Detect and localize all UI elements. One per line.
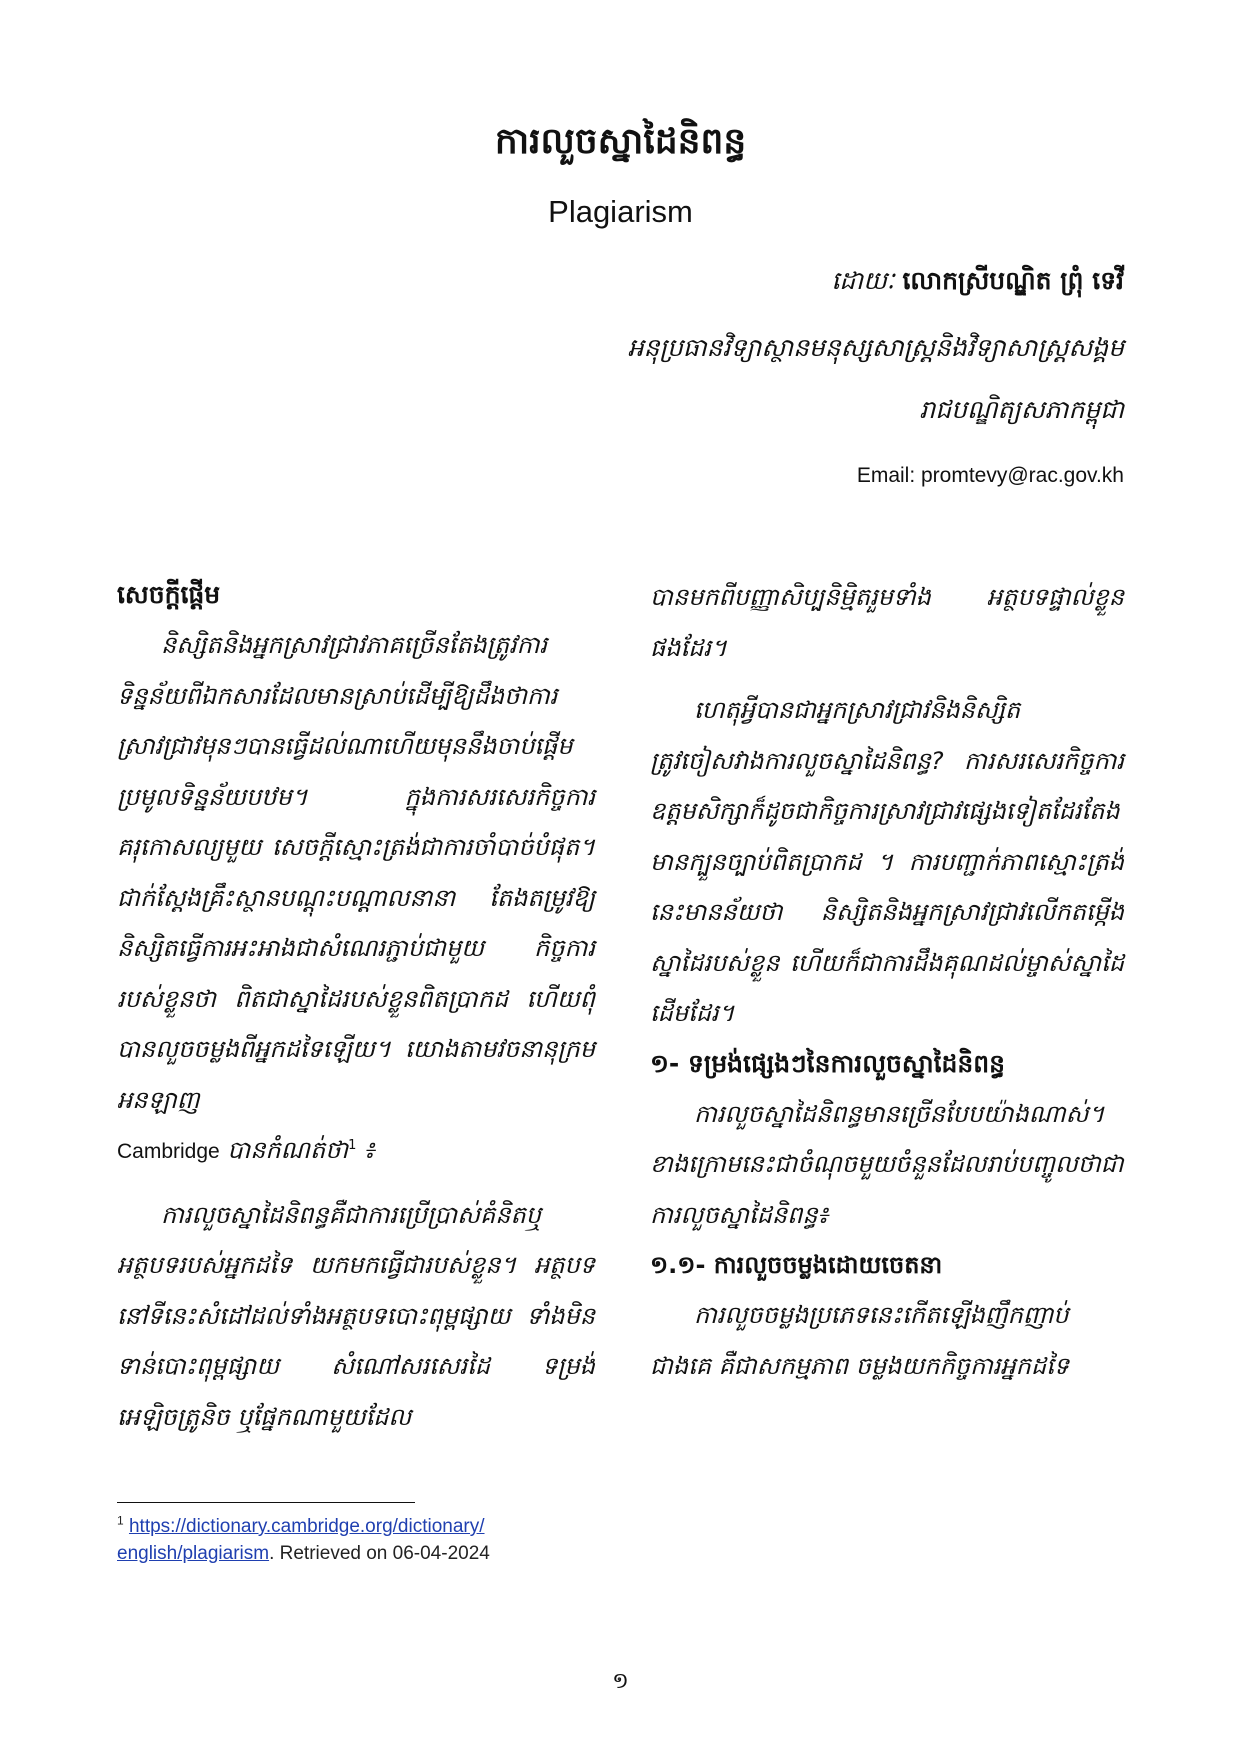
author-name: លោកស្រីបណ្ឌិត ព្រុំ ទេវី: [902, 266, 1124, 295]
footnote-divider: [117, 1502, 415, 1503]
author-label: ដោយៈ: [831, 266, 895, 295]
forms-paragraph: ការលួចស្នាដៃនិពន្ធមានច្រើនបែបយ៉ាងណាស់។ ខាងក្រោមនេះជាចំណុចមួយចំនួនដែលរាប់បញ្ចូលថាជាការលួចស្នាដៃនិពន្ធ៖: [650, 1099, 1124, 1229]
why-paragraph: ហេតុអ្វីបានជាអ្នកស្រាវជ្រាវនិងនិស្សិតត្រូវចៀសវាងការលួចស្នាដៃនិពន្ធ? ការសរសេរកិច្ចការឧត្ដមសិក្សាក៏ដូចជាកិច្ចការស្រាវជ្រាវផ្សេងទៀតដែរតែងមានក្បួនច្បាប់ពិតប្រាកដ ។ ការបញ្ជាក់ភាពស្មោះត្រង់នេះមានន័យថា និស្សិតនិងអ្នកស្រាវជ្រាវលើកតម្កើងស្នាដៃរបស់ខ្លួន ហើយក៏ជាការដឹងគុណដល់ម្ចាស់ស្នាដៃដើមដែរ។: [650, 696, 1124, 1027]
title-english: Plagiarism: [548, 194, 693, 229]
section-heading-1: ១- ទម្រង់ផ្សេងៗនៃការលួចស្នាដៃនិពន្ធ: [650, 1048, 1006, 1078]
page-number: ១: [612, 1669, 629, 1694]
footnote-number: 1: [117, 1513, 124, 1528]
intentional-paragraph: ការលួចចម្លងប្រភេទនេះកើតឡើងញឹកញាប់ជាងគេ គឺជាសកម្មភាព ចម្លងយកកិច្ចការអ្នកដទៃ: [650, 1301, 1069, 1380]
footnote-retrieved: . Retrieved on 06-04-2024: [269, 1543, 490, 1564]
author-line: [831, 263, 1124, 299]
intro-defined-as: បានកំណត់ថា: [219, 1136, 349, 1164]
section-heading-introduction: សេចក្ដីផ្ដើម: [117, 580, 221, 609]
intro-paragraph: [117, 620, 595, 1178]
definition-paragraph: ការលួចស្នាដៃនិពន្ធគឺជាការប្រើប្រាស់គំនិតឬអត្ថបទរបស់អ្នកដទៃ យកមកធ្វើជារបស់ខ្លួន។ អត្ថបទនៅទីនេះសំដៅដល់ទាំងអត្ថបទបោះពុម្ពផ្សាយ ទាំងមិនទាន់បោះពុម្ពផ្សាយ សំណៅសរសេរដៃ ទម្រង់អេឡិចត្រូនិច ឬផ្នែកណាមួយដែល: [117, 1200, 595, 1431]
intro-text: និស្សិតនិងអ្នកស្រាវជ្រាវភាគច្រើនតែងត្រូវការទិន្នន័យពីឯកសារដែលមានស្រាប់ដើម្បីឱ្យដឹងថាការស្រាវជ្រាវមុនៗបានធ្វើដល់ណាហើយមុននឹងចាប់ផ្ដើមប្រមូលទិន្នន័យបឋម។ ក្នុងការសរសេរកិច្ចការគរុកោសល្យមួយ សេចក្ដីស្មោះត្រង់ជាការចាំបាច់បំផុត។ ជាក់ស្ដែងគ្រឹះស្ថានបណ្ដុះបណ្ដាលនានា តែងតម្រូវឱ្យនិស្សិតធ្វើការអះអាងជាសំណេរភ្ជាប់ជាមួយ កិច្ចការរបស់ខ្លួនថា ពិតជាស្នាដៃរបស់ខ្លួនពិតប្រាកដ ហើយពុំបានលួចចម្លងពីអ្នកដទៃឡើយ។ យោងតាមវចនានុក្រមអនឡាញ: [117, 631, 595, 1114]
footnote-reference[interactable]: 1: [348, 1138, 357, 1153]
intro-colon: ៖: [356, 1136, 375, 1164]
affiliation-line-1: អនុប្រធានវិទ្យាស្ថានមនុស្សសាស្ត្រនិងវិទ្យាសាស្ត្រសង្គម: [627, 333, 1124, 362]
author-email: Email: promtevy@rac.gov.kh: [856, 464, 1124, 487]
footnote: [117, 1513, 637, 1567]
left-column: [117, 570, 595, 1442]
title-khmer: ការលួចស្នាដៃនិពន្ធ: [494, 121, 747, 162]
footnote-link-line-2[interactable]: english/plagiarism: [117, 1543, 270, 1564]
footnote-link-line-1[interactable]: https://dictionary.cambridge.org/dictionary/: [128, 1516, 485, 1537]
continuation-paragraph: បានមកពីបញ្ញាសិប្បនិម្មិតរួមទាំង អត្ថបទផ្ទាល់ខ្លួនផងដែរ។: [650, 583, 1124, 662]
section-heading-1-1: ១.១- ការលួចចម្លងដោយចេតនា: [650, 1251, 943, 1279]
right-column: [650, 572, 1124, 1391]
intro-cambridge: Cambridge: [117, 1140, 220, 1163]
affiliation-line-2: រាជបណ្ឌិត្យសភាកម្ពុជា: [919, 395, 1124, 424]
